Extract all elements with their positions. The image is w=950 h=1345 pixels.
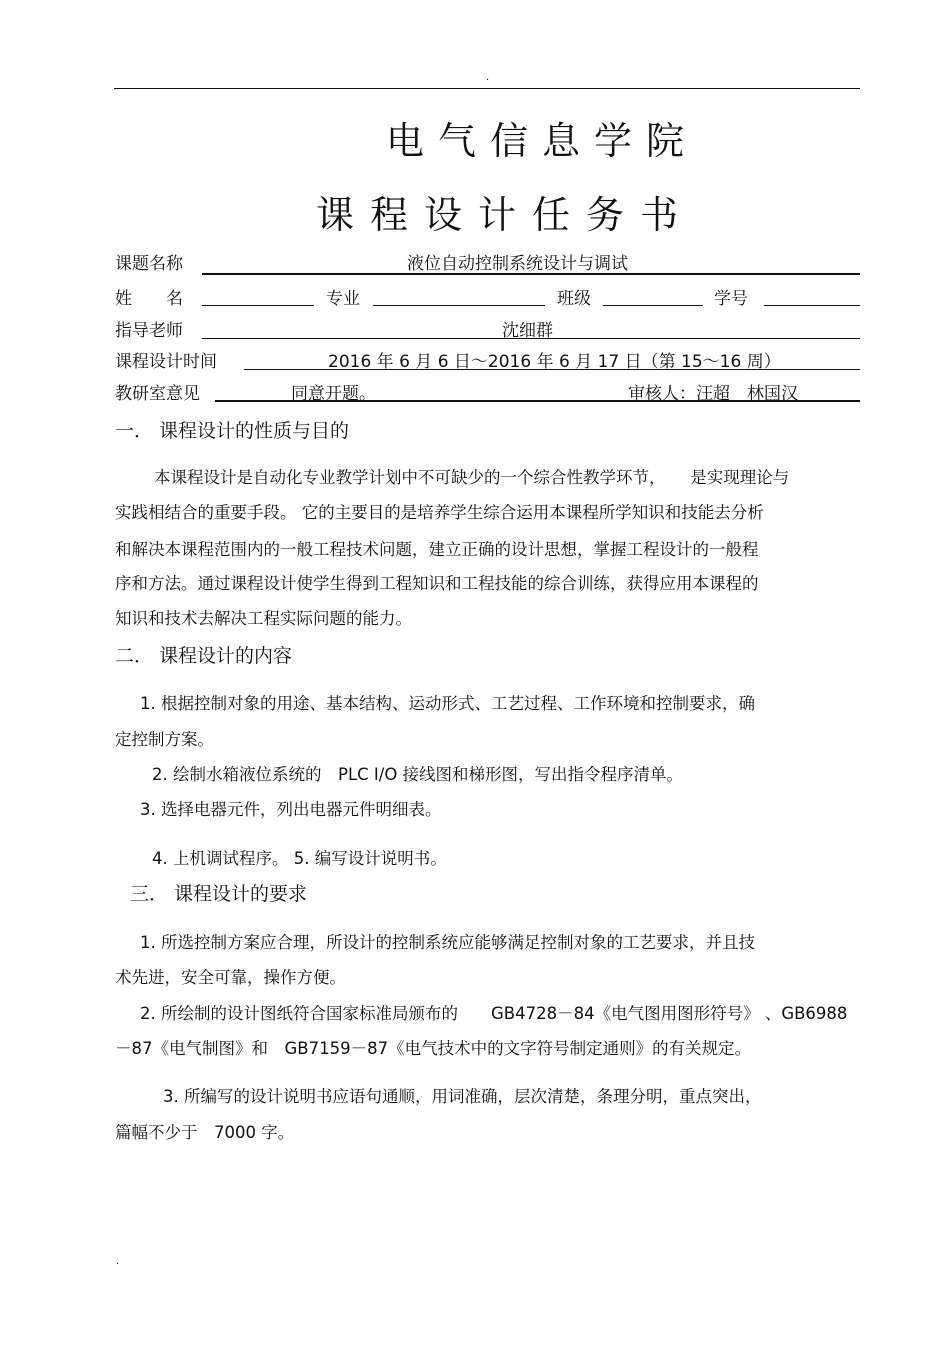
paragraph-line: 和解决本课程范围内的一般工程技术问题，建立正确的设计思想，掌握工程设计的一般程 <box>115 540 759 559</box>
paragraph-line: 实践相结合的重要手段。 它的主要目的是培养学生综合运用本课程所学知识和技能去分析 <box>115 503 764 522</box>
class-label: 班级 <box>557 289 591 309</box>
list-item: 定控制方案。 <box>115 730 214 749</box>
time-label: 课程设计时间 <box>115 352 217 372</box>
time-underline <box>244 369 860 370</box>
class-field <box>603 305 703 306</box>
reviewer: 审核人：汪超 林国汉 <box>628 384 798 404</box>
opinion-label: 教研室意见 <box>115 384 200 404</box>
list-item: 3. 选择电器元件，列出电器元件明细表。 <box>140 800 442 819</box>
student-id-field <box>764 305 860 306</box>
list-item: 4. 上机调试程序。 5. 编写设计说明书。 <box>152 849 447 868</box>
list-item: －87《电气制图》和 GB7159－87《电气技术中的文字符号制定通则》的有关规定。 <box>115 1039 752 1058</box>
topic-label: 课题名称 <box>115 254 183 274</box>
section1-heading: 一． 课程设计的性质与目的 <box>115 420 350 442</box>
advisor-underline <box>202 338 860 339</box>
list-item: 1. 根据控制对象的用途、基本结构、运动形式、工艺过程、工作环境和控制要求，确 <box>140 694 755 713</box>
list-item: 3. 所编写的设计说明书应语句通顺，用词准确，层次清楚，条理分明，重点突出， <box>163 1087 762 1106</box>
institute-title: 电气信息学院 <box>386 119 699 163</box>
opinion-value: 同意开题。 <box>291 384 376 404</box>
paragraph-line: 知识和技术去解决工程实际问题的能力。 <box>115 609 412 628</box>
list-item: 2. 所绘制的设计图纸符合国家标准局颁布的 GB4728－84《电气图用图形符号》 、GB6988 <box>140 1004 848 1023</box>
document-title: 课程设计任务书 <box>316 193 695 237</box>
paragraph-line: 本课程设计是自动化专业教学计划中不可缺少的一个综合性教学环节， 是实现理论与 <box>154 468 790 487</box>
major-label: 专业 <box>326 289 360 309</box>
section3-heading: 三． 课程设计的要求 <box>130 883 308 905</box>
time-value: 2016 年 6 月 6 日～2016 年 6 月 17 日（第 15～16 周） <box>328 352 781 372</box>
name-label: 姓 名 <box>115 289 183 309</box>
advisor-label: 指导老师 <box>115 321 183 341</box>
footer-dot: . <box>116 1256 120 1267</box>
advisor-value: 沈细群 <box>502 321 553 341</box>
major-field <box>373 305 545 306</box>
header-rule <box>114 88 860 89</box>
header-dot: . <box>486 72 490 83</box>
list-item: 术先进，安全可靠，操作方便。 <box>115 968 346 987</box>
list-item: 1. 所选控制方案应合理，所设计的控制系统应能够满足控制对象的工艺要求，并且技 <box>140 933 755 952</box>
topic-underline <box>202 273 860 275</box>
section2-heading: 二． 课程设计的内容 <box>115 645 293 667</box>
paragraph-line: 序和方法。通过课程设计使学生得到工程知识和工程技能的综合训练，获得应用本课程的 <box>115 574 759 593</box>
student-id-label: 学号 <box>714 289 748 309</box>
list-item: 篇幅不少于 7000 字。 <box>115 1123 295 1142</box>
name-field <box>202 305 314 306</box>
topic-value: 液位自动控制系统设计与调试 <box>407 254 628 274</box>
list-item: 2. 绘制水箱液位系统的 PLC I/O 接线图和梯形图，写出指令程序清单。 <box>152 765 684 784</box>
opinion-underline <box>215 400 860 402</box>
